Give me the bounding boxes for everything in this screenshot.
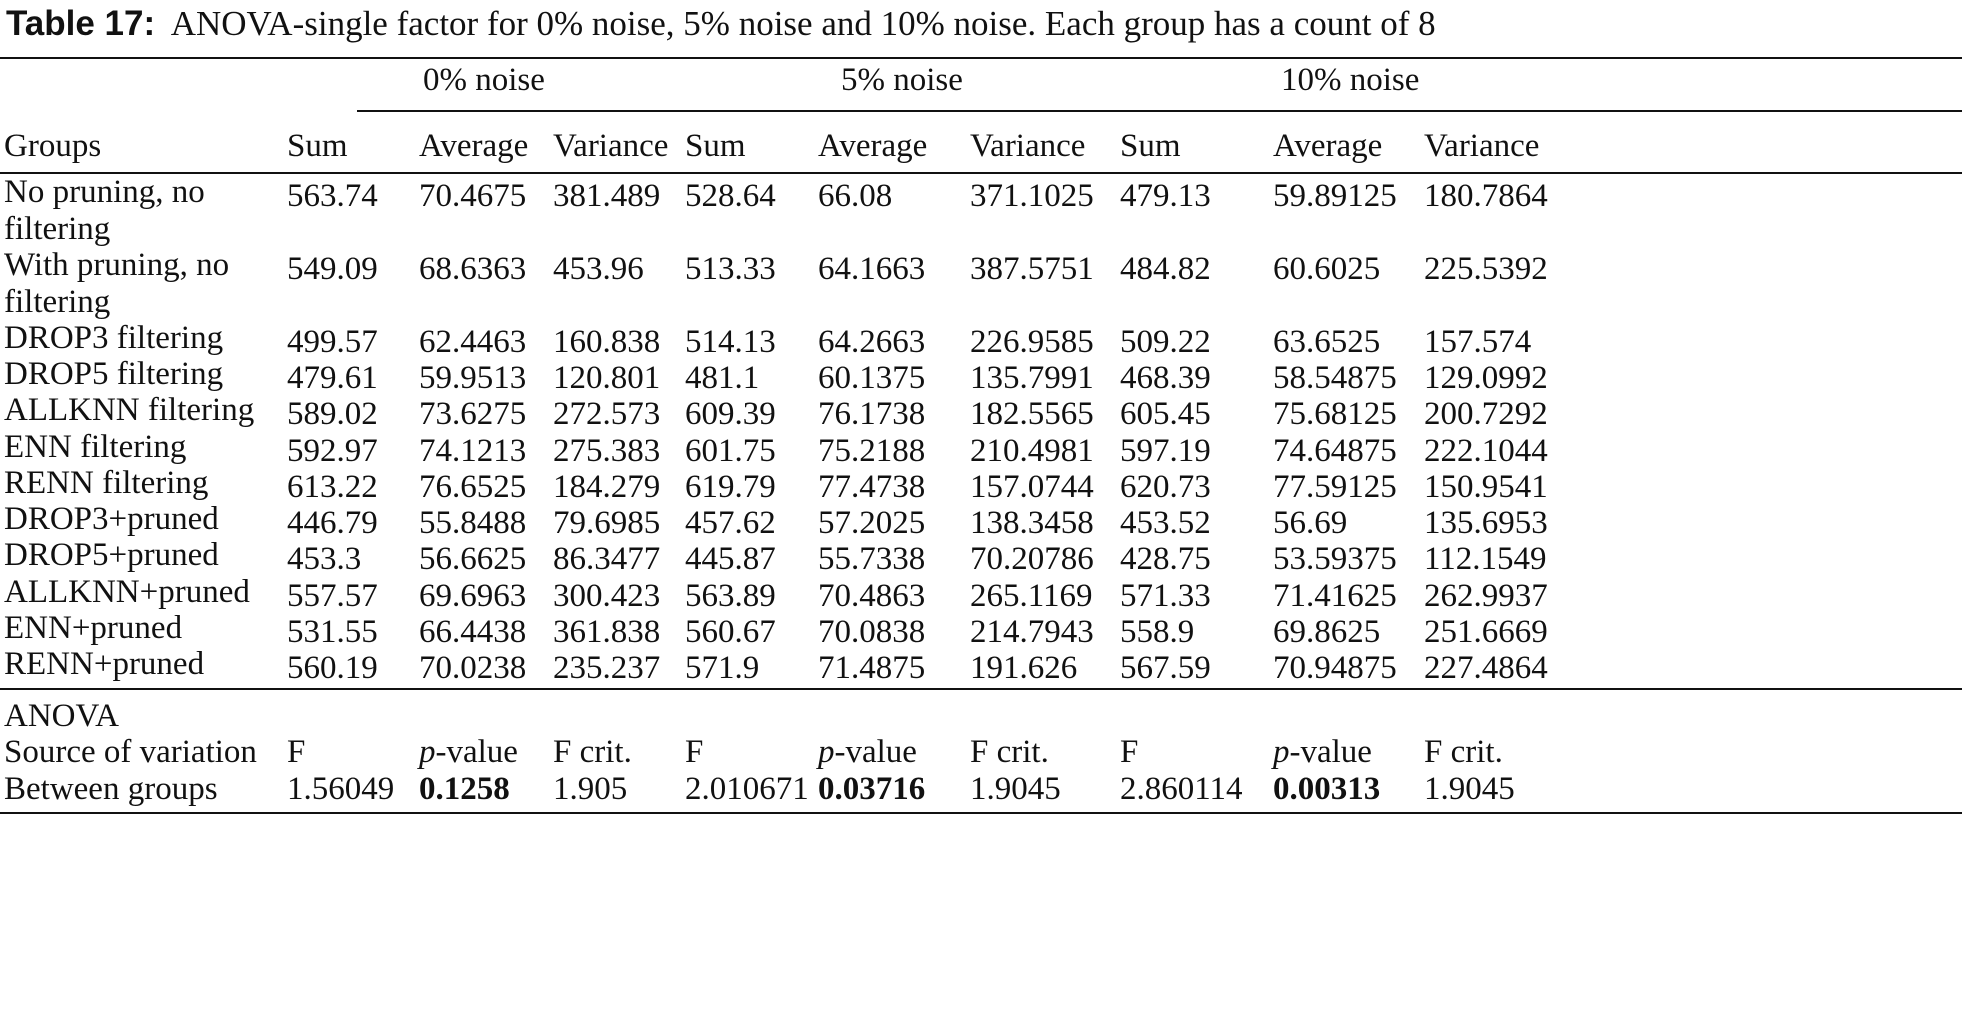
group-name-line: filtering: [4, 284, 111, 320]
sub-column-header: Sum: [1120, 128, 1181, 164]
table-cell: 75.2188: [818, 433, 926, 469]
group-name-line: ENN+pruned: [4, 610, 183, 646]
anova-title: ANOVA: [4, 698, 119, 734]
table-cell: 184.279: [553, 469, 661, 505]
anova-stat-label-text: F: [1120, 734, 1139, 770]
table-cell: 71.41625: [1273, 578, 1397, 614]
group-name: [4, 429, 186, 466]
table-cell: 68.6363: [419, 251, 527, 287]
group-name-line: DROP3 filtering: [4, 320, 224, 356]
table-cell: 66.08: [818, 178, 893, 214]
table-cell: 592.97: [287, 433, 378, 469]
group-name: [4, 174, 205, 248]
table-caption-text: ANOVA-single factor for 0% noise, 5% noise and 10% noise. Each group has a count of 8: [170, 4, 1436, 43]
table-cell: 74.64875: [1273, 433, 1397, 469]
table-cell: 620.73: [1120, 469, 1211, 505]
table-cell: 70.0838: [818, 614, 926, 650]
table-cell: 571.33: [1120, 578, 1211, 614]
table-cell: 59.89125: [1273, 178, 1397, 214]
table-cell: 481.1: [685, 360, 760, 396]
group-name-line: filtering: [4, 211, 111, 247]
noise-level-header: 0% noise: [423, 62, 545, 98]
table-cell: 76.1738: [818, 396, 926, 432]
anova-stat-label-text: -value: [435, 734, 518, 770]
table-cell: 70.4863: [818, 578, 926, 614]
group-name: [4, 501, 219, 538]
table-cell: 528.64: [685, 178, 776, 214]
table-cell: 227.4864: [1424, 650, 1548, 686]
table-cell: 567.59: [1120, 650, 1211, 686]
table-caption: [6, 0, 1436, 48]
table-cell: 300.423: [553, 578, 661, 614]
table-cell: 70.4675: [419, 178, 527, 214]
table-cell: 235.237: [553, 650, 661, 686]
table-cell: 601.75: [685, 433, 776, 469]
table-cell: 531.55: [287, 614, 378, 650]
table-cell: 428.75: [1120, 541, 1211, 577]
table-cell: 70.20786: [970, 541, 1094, 577]
group-name-line: ALLKNN filtering: [4, 392, 255, 428]
table-cell: 605.45: [1120, 396, 1211, 432]
anova-value: 1.9045: [1424, 771, 1515, 807]
group-name: [4, 574, 250, 611]
table-cell: 129.0992: [1424, 360, 1548, 396]
anova-stat-label-text: F crit.: [970, 734, 1049, 770]
table-cell: 589.02: [287, 396, 378, 432]
table-cell: 597.19: [1120, 433, 1211, 469]
anova-value: 2.860114: [1120, 771, 1243, 807]
table-cell: 457.62: [685, 505, 776, 541]
anova-p-value: 0.00313: [1273, 771, 1381, 807]
table-cell: 445.87: [685, 541, 776, 577]
table-cell: 468.39: [1120, 360, 1211, 396]
group-name-line: No pruning, no: [4, 174, 205, 210]
table-cell: 499.57: [287, 324, 378, 360]
table-cell: 509.22: [1120, 324, 1211, 360]
table-cell: 191.626: [970, 650, 1078, 686]
group-name: [4, 537, 219, 574]
table-cell: 135.6953: [1424, 505, 1548, 541]
group-name-line: DROP3+pruned: [4, 501, 219, 537]
table-cell: 210.4981: [970, 433, 1094, 469]
anova-stat-label-text: F: [685, 734, 704, 770]
table-cell: 361.838: [553, 614, 661, 650]
table-cell: 55.7338: [818, 541, 926, 577]
table-cell: 387.5751: [970, 251, 1094, 287]
groups-header: Groups: [4, 128, 102, 164]
table-cell: 157.574: [1424, 324, 1532, 360]
table-cell: 200.7292: [1424, 396, 1548, 432]
anova-stat-label-text: F crit.: [1424, 734, 1503, 770]
sub-column-header: Average: [1273, 128, 1383, 164]
anova-p-value: 0.1258: [419, 771, 510, 807]
table-cell: 77.4738: [818, 469, 926, 505]
noise-level-header: 5% noise: [841, 62, 963, 98]
table-cell: 60.1375: [818, 360, 926, 396]
anova-stat-label-text: F: [287, 734, 306, 770]
table-cell: 609.39: [685, 396, 776, 432]
table-cell: 57.2025: [818, 505, 926, 541]
between-groups-label: Between groups: [4, 771, 218, 807]
group-name: [4, 610, 182, 647]
table-cell: 56.6625: [419, 541, 527, 577]
table-cell: 58.54875: [1273, 360, 1397, 396]
anova-value: 1.56049: [287, 771, 395, 807]
table-cell: 79.6985: [553, 505, 661, 541]
table-cell: 222.1044: [1424, 433, 1548, 469]
table-cell: 381.489: [553, 178, 661, 214]
anova-stat-label-italic: p: [818, 734, 835, 770]
group-name: [4, 392, 254, 429]
anova-stat-label-italic: p: [1273, 734, 1290, 770]
table-cell: 272.573: [553, 396, 661, 432]
table-cell: 71.4875: [818, 650, 926, 686]
sub-column-header: Average: [419, 128, 529, 164]
table-cell: 180.7864: [1424, 178, 1548, 214]
top-rule: [0, 57, 1962, 59]
group-name-line: With pruning, no: [4, 247, 230, 283]
table-cell: 138.3458: [970, 505, 1094, 541]
anova-stat-label-text: F crit.: [553, 734, 632, 770]
table-cell: 558.9: [1120, 614, 1195, 650]
table-cell: 69.6963: [419, 578, 527, 614]
table-cell: 64.2663: [818, 324, 926, 360]
table-cell: 619.79: [685, 469, 776, 505]
table-cell: 265.1169: [970, 578, 1093, 614]
group-name: [4, 465, 208, 502]
table-cell: 513.33: [685, 251, 776, 287]
group-name-line: DROP5+pruned: [4, 537, 219, 573]
table-cell: 120.801: [553, 360, 661, 396]
table-cell: 514.13: [685, 324, 776, 360]
group-name-line: RENN filtering: [4, 465, 209, 501]
noise-level-header: 10% noise: [1281, 62, 1420, 98]
table-cell: 226.9585: [970, 324, 1094, 360]
table-cell: 77.59125: [1273, 469, 1397, 505]
table-cell: 251.6669: [1424, 614, 1548, 650]
table-cell: 484.82: [1120, 251, 1211, 287]
table-cell: 73.6275: [419, 396, 527, 432]
table-cell: 66.4438: [419, 614, 527, 650]
group-name-line: ALLKNN+pruned: [4, 574, 250, 610]
table-cell: 563.89: [685, 578, 776, 614]
table-cell: 563.74: [287, 178, 378, 214]
group-name-line: ENN filtering: [4, 429, 187, 465]
table-cell: 557.57: [287, 578, 378, 614]
anova-value: 1.9045: [970, 771, 1061, 807]
group-name-line: DROP5 filtering: [4, 356, 224, 392]
group-name-line: RENN+pruned: [4, 646, 205, 682]
table-cell: 75.68125: [1273, 396, 1397, 432]
table-cell: 76.6525: [419, 469, 527, 505]
table-cell: 62.4463: [419, 324, 527, 360]
group-name: [4, 247, 229, 321]
table-cell: 560.19: [287, 650, 378, 686]
table-cell: 59.9513: [419, 360, 527, 396]
table-cell: 371.1025: [970, 178, 1094, 214]
table-cell: 453.52: [1120, 505, 1211, 541]
group-name: [4, 646, 204, 683]
anova-stat-label-text: -value: [1289, 734, 1372, 770]
table-cell: 74.1213: [419, 433, 527, 469]
sub-column-header: Sum: [685, 128, 746, 164]
sub-column-header: Variance: [1424, 128, 1540, 164]
table-cell: 69.8625: [1273, 614, 1381, 650]
table-cell: 549.09: [287, 251, 378, 287]
table-cell: 613.22: [287, 469, 378, 505]
table-cell: 112.1549: [1424, 541, 1547, 577]
table-cell: 53.59375: [1273, 541, 1397, 577]
table-cell: 571.9: [685, 650, 760, 686]
source-of-variation-label: Source of variation: [4, 734, 257, 770]
group-name: [4, 356, 223, 393]
table-cell: 275.383: [553, 433, 661, 469]
table-cell: 453.3: [287, 541, 362, 577]
table-cell: 262.9937: [1424, 578, 1548, 614]
sub-column-header: Sum: [287, 128, 348, 164]
table-cell: 446.79: [287, 505, 378, 541]
table-cell: 55.8488: [419, 505, 527, 541]
table-cell: 560.67: [685, 614, 776, 650]
table-cell: 64.1663: [818, 251, 926, 287]
anova-stat-label-italic: p: [419, 734, 436, 770]
table-cell: 63.6525: [1273, 324, 1381, 360]
group-name: [4, 320, 223, 357]
anova-stat-label-text: -value: [834, 734, 917, 770]
noise-header-rule: [357, 110, 1962, 112]
table-cell: 70.94875: [1273, 650, 1397, 686]
table-cell: 453.96: [553, 251, 644, 287]
sub-column-header: Variance: [970, 128, 1086, 164]
table-cell: 135.7991: [970, 360, 1094, 396]
table-cell: 160.838: [553, 324, 661, 360]
table-cell: 56.69: [1273, 505, 1348, 541]
table-cell: 214.7943: [970, 614, 1094, 650]
table-cell: 225.5392: [1424, 251, 1548, 287]
bottom-rule: [0, 812, 1962, 814]
anova-p-value: 0.03716: [818, 771, 926, 807]
sub-column-header: Variance: [553, 128, 669, 164]
table-cell: 157.0744: [970, 469, 1094, 505]
anova-value: 2.010671: [685, 771, 809, 807]
table-cell: 86.3477: [553, 541, 661, 577]
sub-column-header: Average: [818, 128, 928, 164]
table-cell: 150.9541: [1424, 469, 1548, 505]
table-cell: 182.5565: [970, 396, 1094, 432]
table-caption-label: Table 17:: [6, 4, 156, 43]
table-cell: 70.0238: [419, 650, 527, 686]
anova-value: 1.905: [553, 771, 628, 807]
table-cell: 60.6025: [1273, 251, 1381, 287]
table-cell: 479.13: [1120, 178, 1211, 214]
table-cell: 479.61: [287, 360, 378, 396]
